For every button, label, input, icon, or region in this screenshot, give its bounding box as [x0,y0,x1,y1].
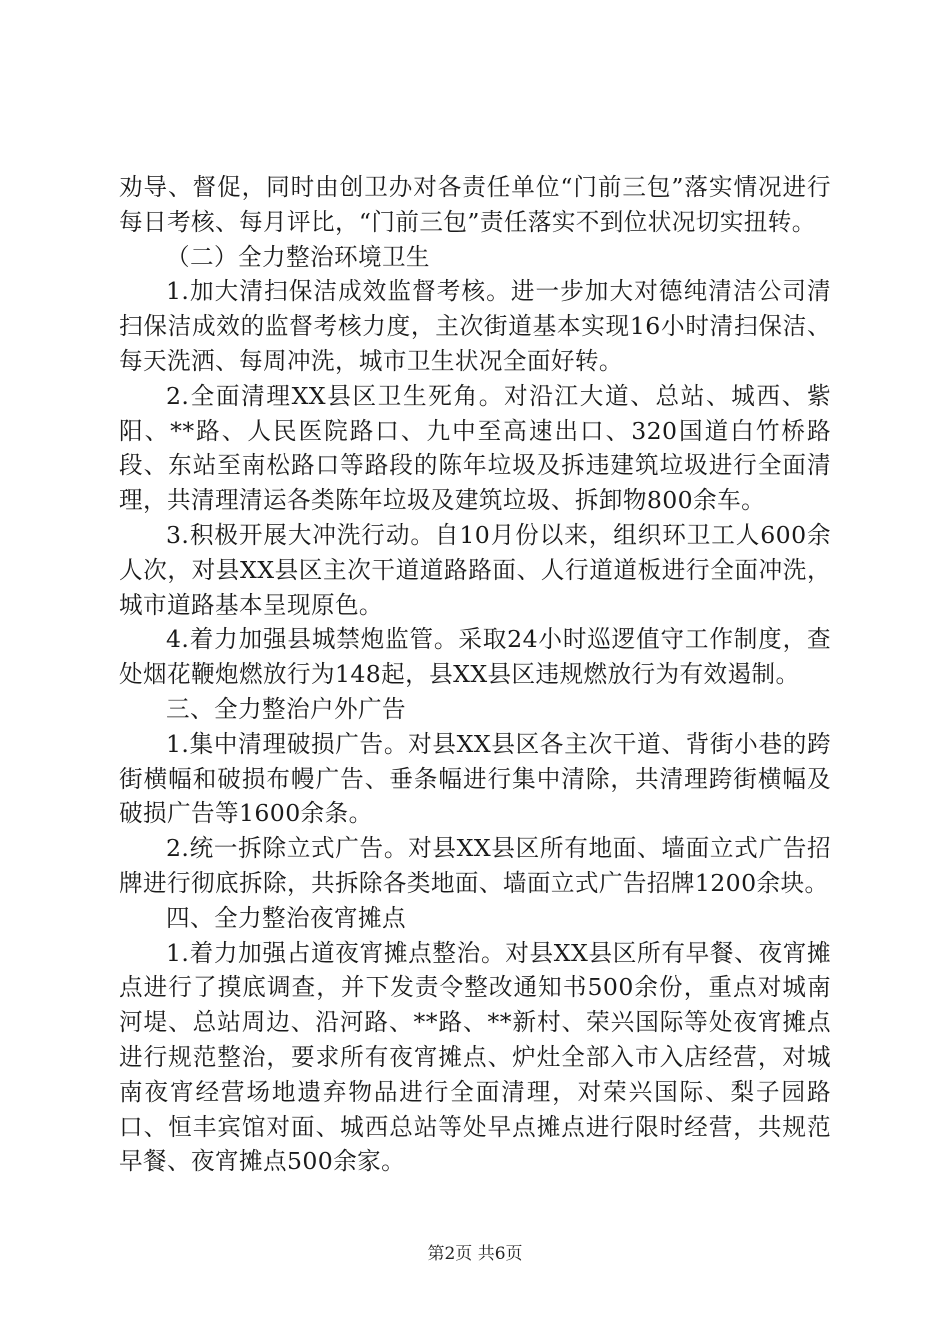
body-text [119,170,831,1179]
section-heading: 四、全力整治夜宵摊点 [166,903,406,932]
page-number: 第2页 共6页 [427,1244,523,1264]
paragraph-item: 1.着力加强占道夜宵摊点整治。对县XX县区所有早餐、夜宵摊点进行了摸底调查，并下发责令整改通知书500余份，重点对城南河堤、总站周边、沿河路、**路、**新村、荣兴国际等处夜宵摊点进行规范整治，要求所有夜宵摊点、炉灶全部入市入店经营，对城南夜宵经营场地遗弃物品进行全面清理，对荣兴国际、梨子园路口、恒丰宾馆对面、城西总站等处早点摊点进行限时经营，共规范早餐、夜宵摊点500余家。 [119,938,831,1176]
paragraph-continuation: 劝导、督促，同时由创卫办对各责任单位“门前三包”落实情况进行每日考核、每月评比，“门前三包”责任落实不到位状况切实扭转。 [119,173,831,236]
section-heading: 三、全力整治户外广告 [166,694,406,723]
paragraph-item: 4.着力加强县城禁炮监管。采取24小时巡逻值守工作制度，查处烟花鞭炮燃放行为148起，县XX县区违规燃放行为有效遏制。 [119,625,831,689]
paragraph-item: 2.全面清理XX县区卫生死角。对沿江大道、总站、城西、紫阳、**路、人民医院路口、九中至高速出口、320国道白竹桥路段、东站至南松路口等路段的陈年垃圾及拆违建筑垃圾进行全面清理，共清理清运各类陈年垃圾及建筑垃圾、拆卸物800余车。 [119,381,831,515]
subsection-heading: （二）全力整治环境卫生 [166,242,430,271]
paragraph-item: 1.集中清理破损广告。对县XX县区各主次干道、背街小巷的跨街横幅和破损布幔广告、垂条幅进行集中清除，共清理跨街横幅及破损广告等1600余条。 [119,729,831,828]
paragraph-item: 2.统一拆除立式广告。对县XX县区所有地面、墙面立式广告招牌进行彻底拆除，共拆除各类地面、墙面立式广告招牌1200余块。 [119,834,831,897]
paragraph-item: 1.加大清扫保洁成效监督考核。进一步加大对德纯清洁公司清扫保洁成效的监督考核力度，主次街道基本实现16小时清扫保洁、每天洗洒、每周冲洗，城市卫生状况全面好转。 [119,277,831,375]
paragraph-item: 3.积极开展大冲洗行动。自10月份以来，组织环卫工人600余人次，对县XX县区主次干道道路路面、人行道道板进行全面冲洗，城市道路基本呈现原色。 [119,520,831,619]
